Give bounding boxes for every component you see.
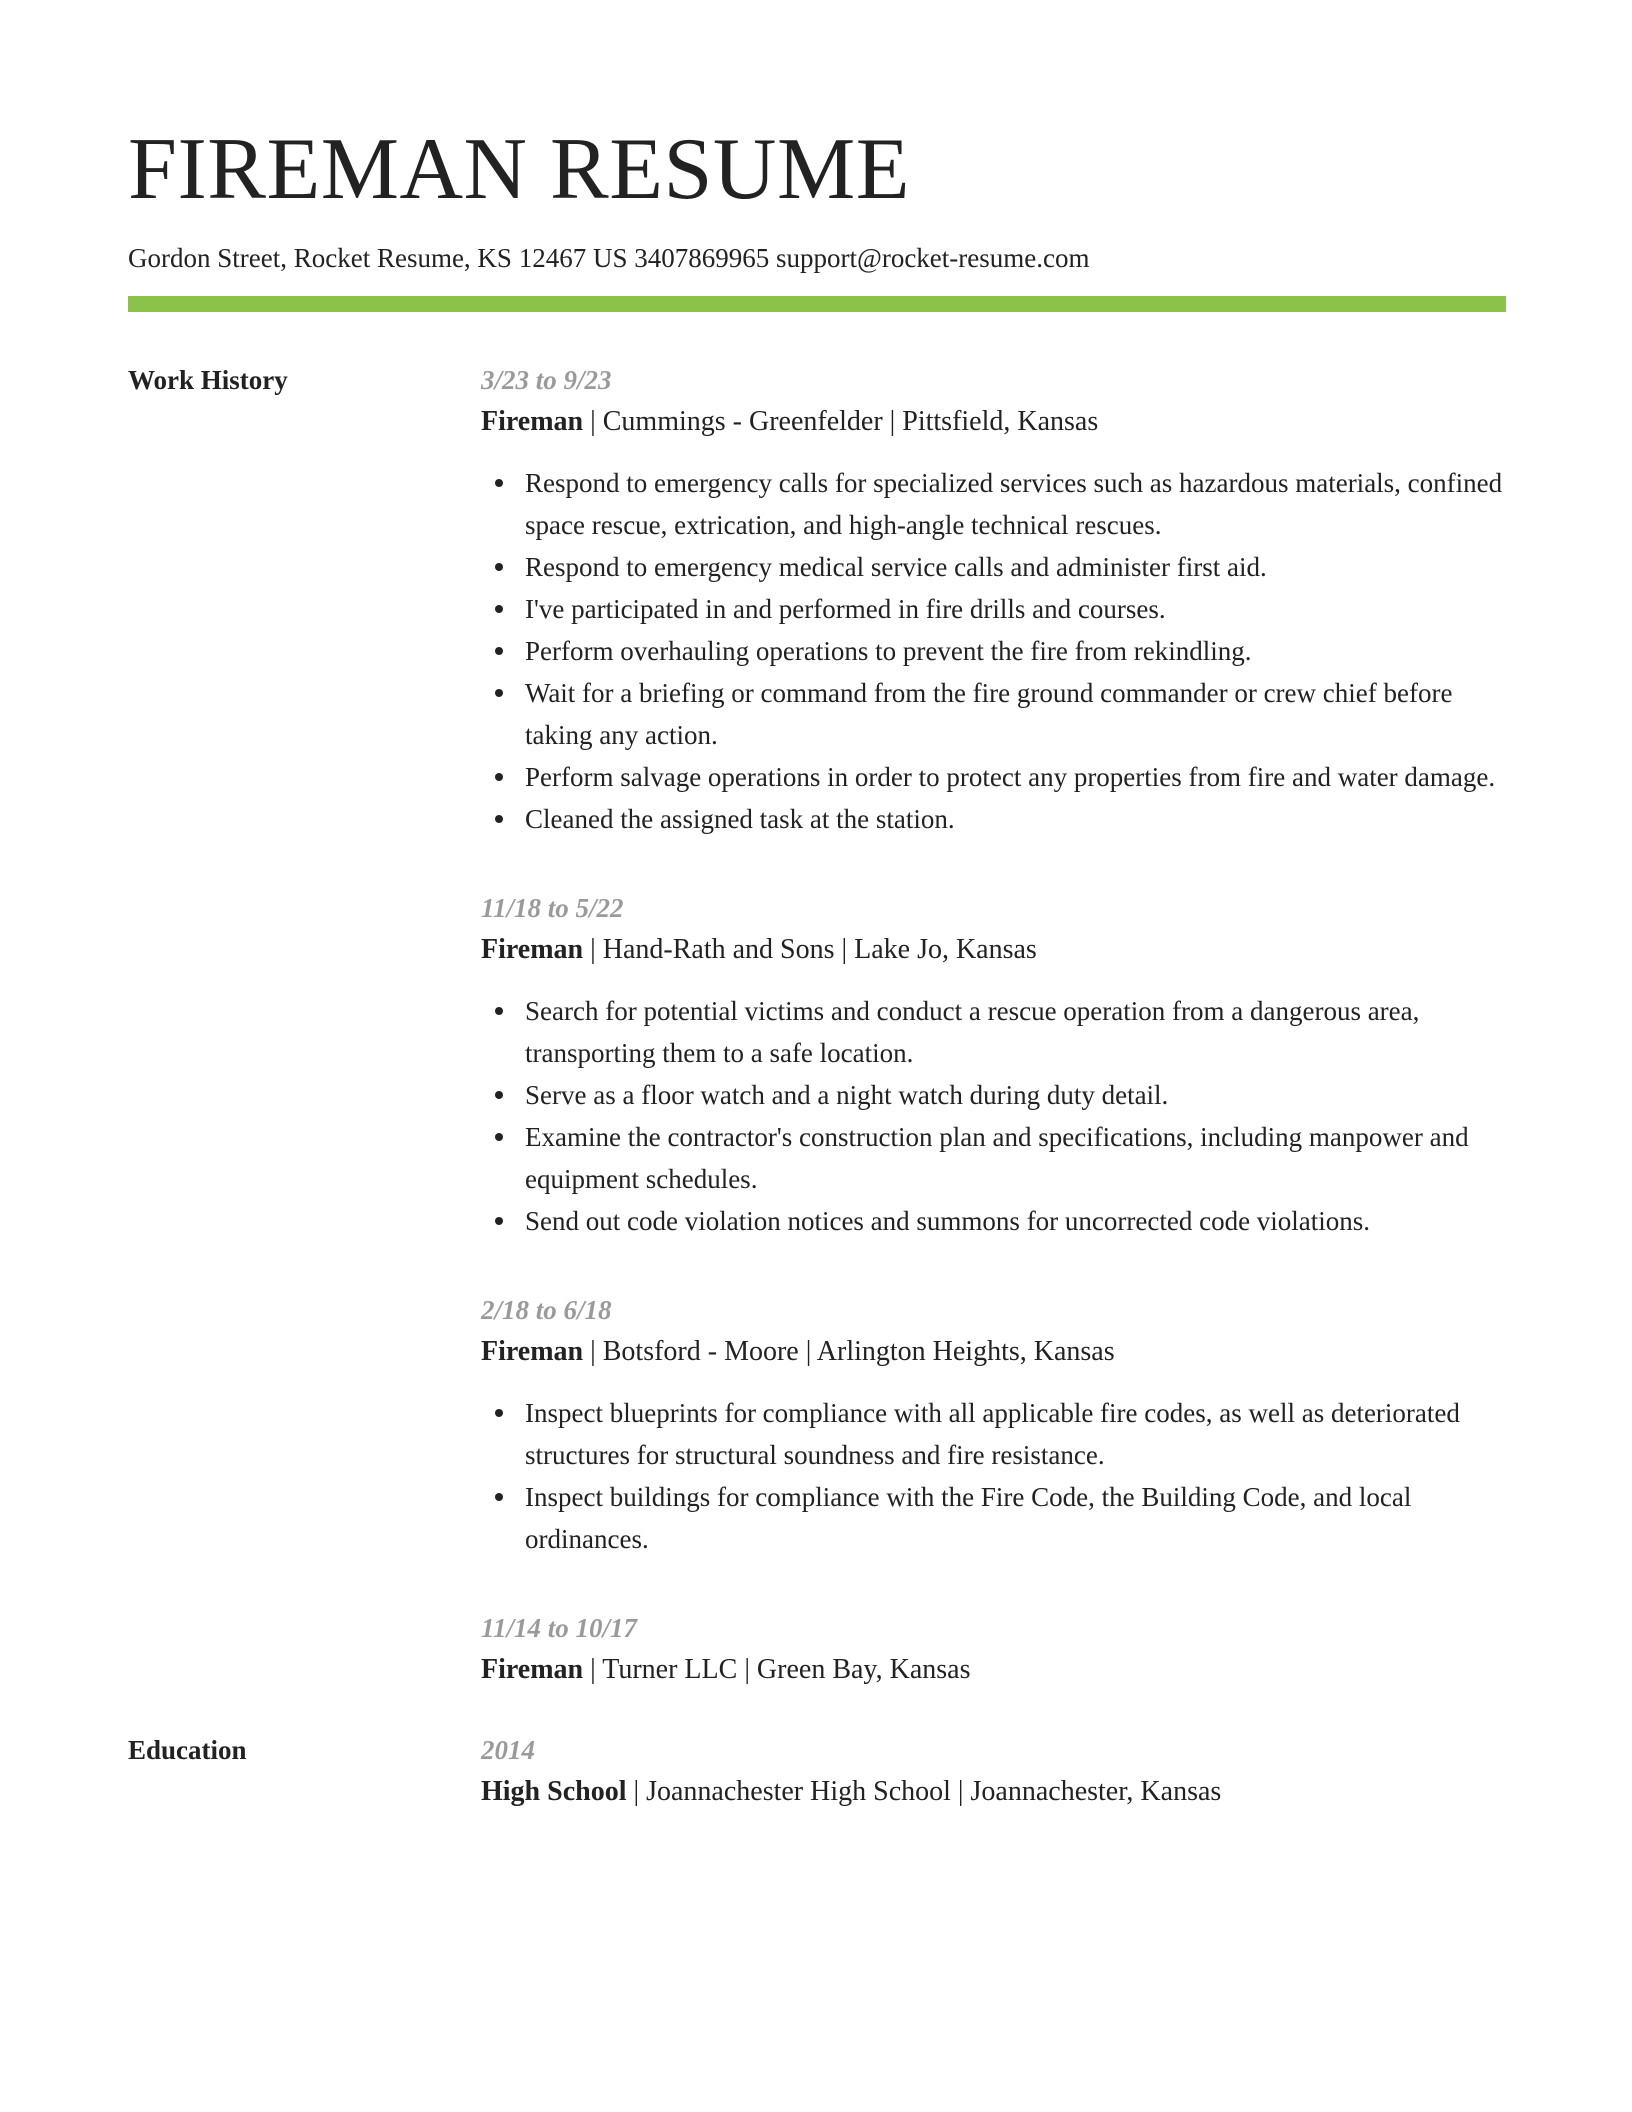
work-entry <box>481 1294 1506 1560</box>
duties-list <box>481 990 1506 1242</box>
education-entry <box>481 1734 1506 1808</box>
entry-heading <box>481 1336 1506 1368</box>
education-section <box>128 1734 1506 1808</box>
duty-item: Cleaned the assigned task at the station. <box>481 798 1506 840</box>
resume-page <box>128 120 1506 1808</box>
job-title: Fireman <box>481 406 584 437</box>
work-entry <box>481 892 1506 1242</box>
work-history-entries <box>481 364 1506 1686</box>
employer-details: | Cummings - Greenfelder | Pittsfield, Kansas <box>583 406 1099 437</box>
work-entry <box>481 364 1506 840</box>
section-label-work-history: Work History <box>128 365 288 395</box>
entry-dates: 11/18 to 5/22 <box>481 893 624 923</box>
resume-title: FIREMAN RESUME <box>128 121 910 218</box>
duty-item: Inspect buildings for compliance with the Fire Code, the Building Code, and local ordinances. <box>481 1476 1506 1560</box>
duty-item: Wait for a briefing or command from the fire ground commander or crew chief before taking any action. <box>481 672 1506 756</box>
education-entries <box>481 1734 1506 1808</box>
employer-details: | Hand-Rath and Sons | Lake Jo, Kansas <box>583 934 1037 965</box>
employer-details: | Botsford - Moore | Arlington Heights, Kansas <box>583 1336 1115 1367</box>
duty-item: Send out code violation notices and summons for uncorrected code violations. <box>481 1200 1506 1242</box>
duty-item: Respond to emergency calls for specialized services such as hazardous materials, confined space rescue, extrication, and high-angle technical rescues. <box>481 462 1506 546</box>
header-divider <box>128 296 1506 312</box>
duty-item: Serve as a floor watch and a night watch during duty detail. <box>481 1074 1506 1116</box>
duties-list <box>481 1392 1506 1560</box>
job-title: Fireman <box>481 1654 584 1685</box>
entry-heading <box>481 1776 1506 1808</box>
degree-title: High School <box>481 1776 627 1807</box>
entry-dates: 11/14 to 10/17 <box>481 1613 638 1643</box>
duty-item: Perform salvage operations in order to protect any properties from fire and water damage. <box>481 756 1506 798</box>
school-details: | Joannachester High School | Joannachester, Kansas <box>626 1776 1222 1807</box>
duties-list <box>481 462 1506 840</box>
work-history-section <box>128 364 1506 1686</box>
entry-dates: 2014 <box>481 1735 535 1765</box>
employer-details: | Turner LLC | Green Bay, Kansas <box>583 1654 971 1685</box>
entry-heading <box>481 406 1506 438</box>
job-title: Fireman <box>481 934 584 965</box>
work-entry <box>481 1612 1506 1686</box>
contact-info: Gordon Street, Rocket Resume, KS 12467 US 3407869965 support@rocket-resume.com <box>128 243 1090 273</box>
section-label-education: Education <box>128 1735 247 1765</box>
duty-item: Perform overhauling operations to prevent the fire from rekindling. <box>481 630 1506 672</box>
duty-item: Inspect blueprints for compliance with all applicable fire codes, as well as deteriorated structures for structural soundness and fire resistance. <box>481 1392 1506 1476</box>
entry-heading <box>481 1654 1506 1686</box>
duty-item: Examine the contractor's construction plan and specifications, including manpower and equipment schedules. <box>481 1116 1506 1200</box>
duty-item: Respond to emergency medical service calls and administer first aid. <box>481 546 1506 588</box>
entry-heading <box>481 934 1506 966</box>
entry-dates: 2/18 to 6/18 <box>481 1295 612 1325</box>
duty-item: Search for potential victims and conduct a rescue operation from a dangerous area, transporting them to a safe location. <box>481 990 1506 1074</box>
duty-item: I've participated in and performed in fire drills and courses. <box>481 588 1506 630</box>
entry-dates: 3/23 to 9/23 <box>481 365 612 395</box>
job-title: Fireman <box>481 1336 584 1367</box>
